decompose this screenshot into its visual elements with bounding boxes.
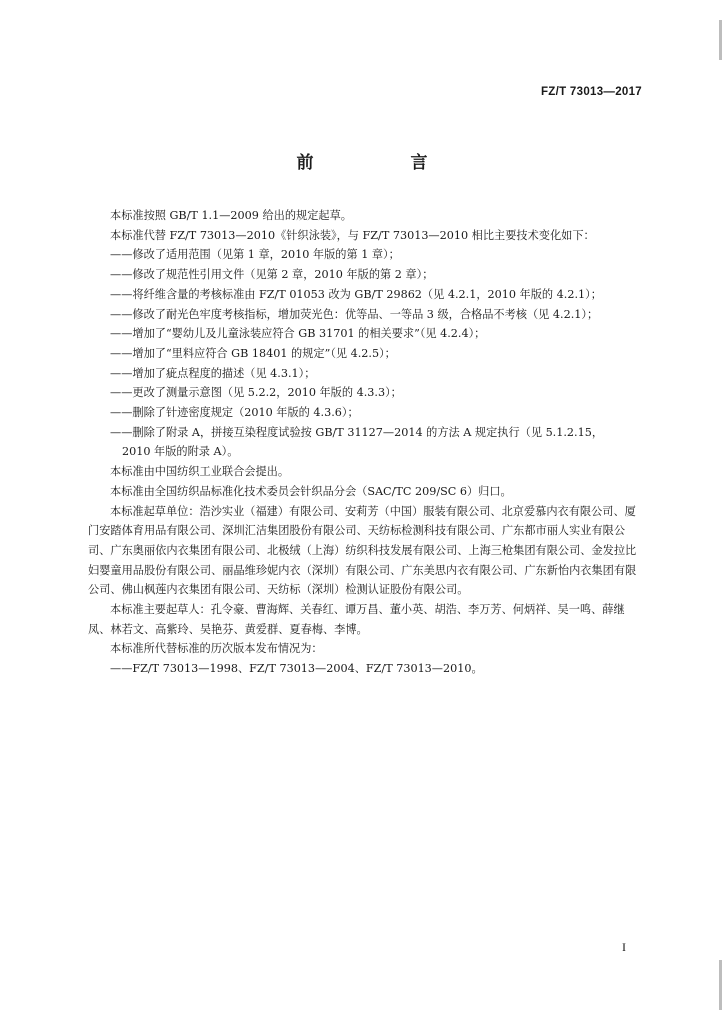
- paragraph-drafting-rule: 本标准按照 GB/T 1.1—2009 给出的规定起草。: [110, 209, 352, 222]
- page-title: 前 言: [296, 153, 468, 173]
- change-item-last-continued: 2010 年版的附录 A）。: [122, 445, 239, 459]
- change-item-last: ——删除了附录 A，拼接互染程度试验按 GB/T 31127—2014 的方法 A 规定执行（见 5.1.2.15，: [110, 425, 604, 439]
- change-item: ——将纤维含量的考核标准由 FZ/T 01053 改为 GB/T 29862（见 4.2.1，2010 年版的 4.2.1）；: [110, 287, 602, 301]
- paragraph-history-intro: 本标准所代替标准的历次版本发布情况为：: [110, 642, 323, 656]
- history-item: ——FZ/T 73013—1998、FZ/T 73013—2004、FZ/T 73013—2010。: [110, 662, 483, 676]
- paragraph-replaces: 本标准代替 FZ/T 73013—2010《针织泳装》，与 FZ/T 73013—2010 相比主要技术变化如下：: [110, 228, 595, 242]
- change-item: ——删除了针迹密度规定（2010 年版的 4.3.6）；: [110, 406, 359, 420]
- change-item: ——更改了测量示意图（见 5.2.2，2010 年版的 4.3.3）；: [110, 386, 402, 400]
- paragraph-drafters: 本标准主要起草人：孔令豪、曹海辉、关春红、谭万昌、董小英、胡浩、李万芳、何炳祥、吴一鸣、薛继凤、林若文、高紫玲、吴艳芬、黄爱群、夏春梅、李博。: [88, 603, 625, 636]
- scan-edge-mark: [719, 960, 722, 1010]
- paragraph-centralized-by: 本标准由全国纺织品标准化技术委员会针织品分会（SAC/TC 209/SC 6）归口。: [110, 484, 512, 498]
- change-item: ——修改了规范性引用文件（见第 2 章，2010 年版的第 2 章）；: [110, 268, 434, 282]
- change-item: ——增加了疵点程度的描述（见 4.3.1）；: [110, 366, 316, 380]
- change-item: ——修改了耐光色牢度考核指标，增加荧光色：优等品、一等品 3 级，合格品不考核（见 4.2.1）；: [110, 307, 599, 321]
- change-item: ——增加了“里料应符合 GB 18401 的规定”（见 4.2.5）；: [110, 346, 396, 360]
- standard-code: FZ/T 73013—2017: [540, 86, 642, 98]
- paragraph-proposed-by: 本标准由中国纺织工业联合会提出。: [110, 465, 290, 479]
- paragraph-drafting-units: 本标准起草单位：浩沙实业（福建）有限公司、安莉芳（中国）服装有限公司、北京爱慕内衣有限公司、厦门安踏体育用品有限公司、深圳汇洁集团股份有限公司、天纺标检测科技有限公司、广东都市丽人实业有限公司、广东奥丽依内衣集团有限公司、北极绒（上海）纺织科技发展有限公司、上海三枪集团有限公司、金发拉比妇婴童用品股份有限公司、丽晶维珍妮内衣（深圳）有限公司、广东美思内衣有限公司、广东新怡内衣集团有限公司、佛山枫莲内衣集团有限公司、天纺标（深圳）检测认证股份有限公司。: [88, 504, 637, 597]
- change-item: ——修改了适用范围（见第 1 章，2010 年版的第 1 章）；: [110, 248, 400, 262]
- change-item: ——增加了“婴幼儿及儿童泳装应符合 GB 31701 的相关要求”（见 4.2.4）；: [110, 327, 486, 341]
- scan-edge-mark: [719, 20, 722, 60]
- page-number: I: [622, 940, 626, 954]
- document-body: [88, 206, 643, 679]
